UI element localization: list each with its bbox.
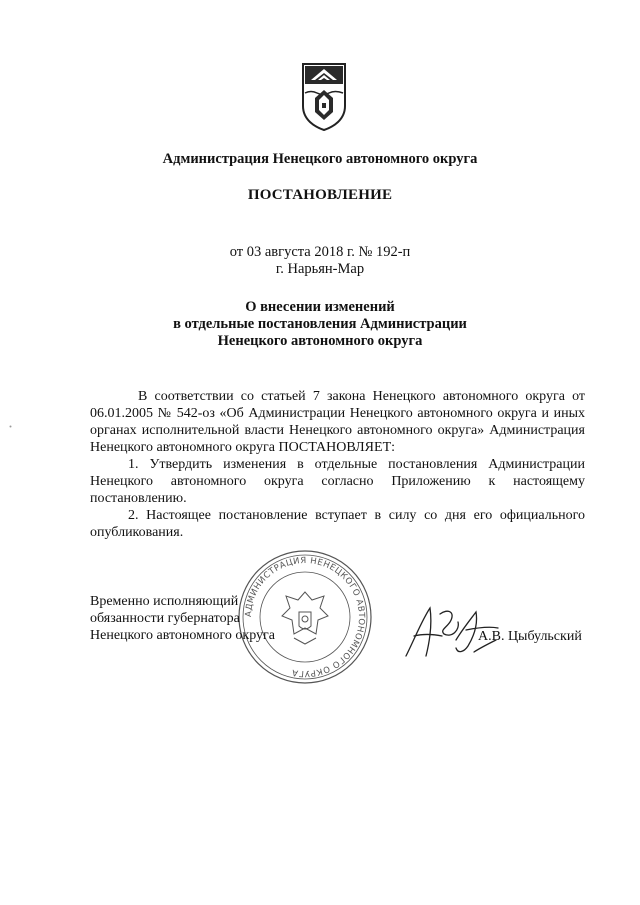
position-line: Временно исполняющий: [90, 594, 239, 609]
seal-text: АДМИНИСТРАЦИЯ НЕНЕЦКОГО АВТОНОМНОГО ОКРУГА: [243, 555, 367, 679]
signatory-position: [90, 593, 290, 644]
nenets-coat-of-arms-icon: [299, 60, 349, 132]
document-type: ПОСТАНОВЛЕНИЕ: [247, 187, 393, 203]
issuing-authority: Администрация Ненецкого автономного округа: [162, 151, 478, 167]
signatory-name: А.В. Цыбульский: [478, 629, 582, 644]
position-line: обязанности губернатора: [90, 611, 240, 626]
scan-speck: [9, 425, 12, 428]
title-line: Ненецкого автономного округа: [217, 333, 423, 349]
clause-2: 2. Настоящее постановление вступает в силу со дня его официального опубликования.: [90, 508, 585, 540]
preamble-paragraph: В соответствии со статьей 7 закона Ненецкого автономного округа от 06.01.2005 № 542-оз «Об Администрации Ненецкого автономного округа и иных органах исполнительной власти Ненецкого автономного округа» Администрация Ненецкого автономного округа ПОСТАНОВЛЯЕТ:: [90, 389, 585, 455]
title-line: О внесении изменений: [245, 299, 395, 315]
date-number-block: [0, 244, 640, 278]
document-body: [90, 388, 585, 541]
city: г. Нарьян-Мар: [275, 261, 365, 277]
document-title: [0, 299, 640, 350]
date-number: от 03 августа 2018 г. № 192-п: [229, 244, 411, 260]
position-line: Ненецкого автономного округа: [90, 628, 275, 643]
clause-1: 1. Утвердить изменения в отдельные постановления Администрации Ненецкого автономного округа согласно Приложению к настоящему постановлению.: [90, 457, 585, 506]
title-line: в отдельные постановления Администрации: [173, 316, 467, 332]
